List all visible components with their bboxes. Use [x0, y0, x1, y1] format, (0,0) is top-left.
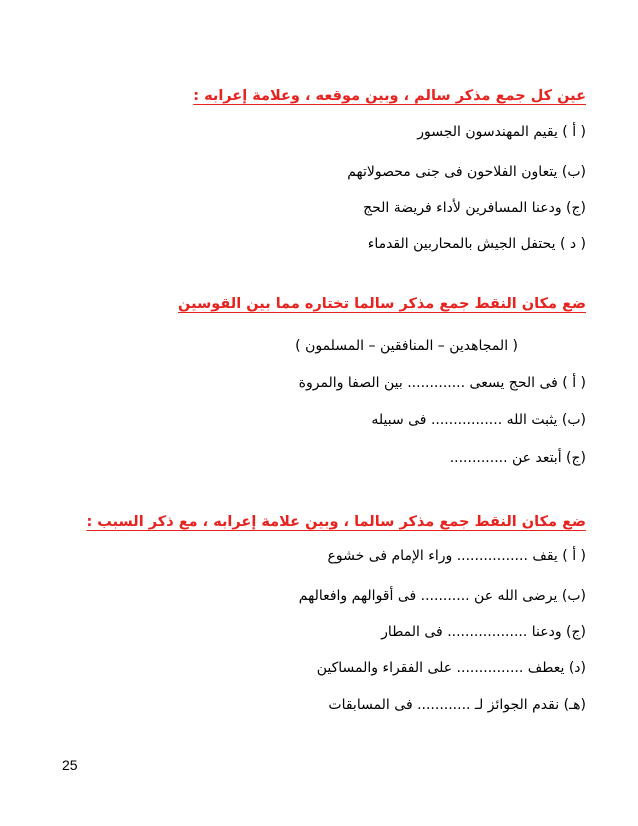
section3-item-d: (د) يعطف ............... على الفقراء والمساكين [316, 660, 586, 676]
section1-item-a: ( أ ) يقيم المهندسون الجسور [417, 124, 586, 140]
section2-item-a: ( أ ) فى الحج يسعى ............. بين الصفا والمروة [298, 375, 586, 391]
section2-options: ( المجاهدين – المنافقين – المسلمون ) [295, 338, 518, 354]
section2-item-c: (ج) أبتعد عن ............. [449, 450, 586, 466]
section3-item-c: (ج) ودعنا .................. فى المطار [381, 624, 586, 640]
section1-item-b: (ب) يتعاون الفلاحون فى جنى محصولاتهم [347, 164, 586, 180]
section1-item-d: ( د ) يحتفل الجيش بالمحاربين القدماء [367, 236, 586, 252]
section3-item-a: ( أ ) يقف ................ وراء الإمام فى خشوع [327, 548, 586, 564]
section1-heading: عين كل جمع مذكر سالم ، وبين موقعه ، وعلامة إعرابه : [193, 88, 586, 104]
section1-item-c: (ج) ودعنا المسافرين لأداء فريضة الحج [363, 200, 586, 216]
section3-item-b: (ب) يرضى الله عن ........... فى أقوالهم وافعالهم [298, 588, 586, 604]
section2-heading: ضع مكان النقط جمع مذكر سالما تختاره مما بين القوسين [178, 296, 586, 312]
section2-item-b: (ب) يثبت الله ................ فى سبيله [371, 412, 586, 428]
page-number: 25 [62, 757, 78, 773]
section3-item-e: (هـ) نقدم الجوائز لـ ............ فى المسابقات [328, 697, 586, 713]
section3-heading: ضع مكان النقط جمع مذكر سالما ، وبين علامة إعرابه ، مع ذكر السبب : [86, 514, 586, 530]
